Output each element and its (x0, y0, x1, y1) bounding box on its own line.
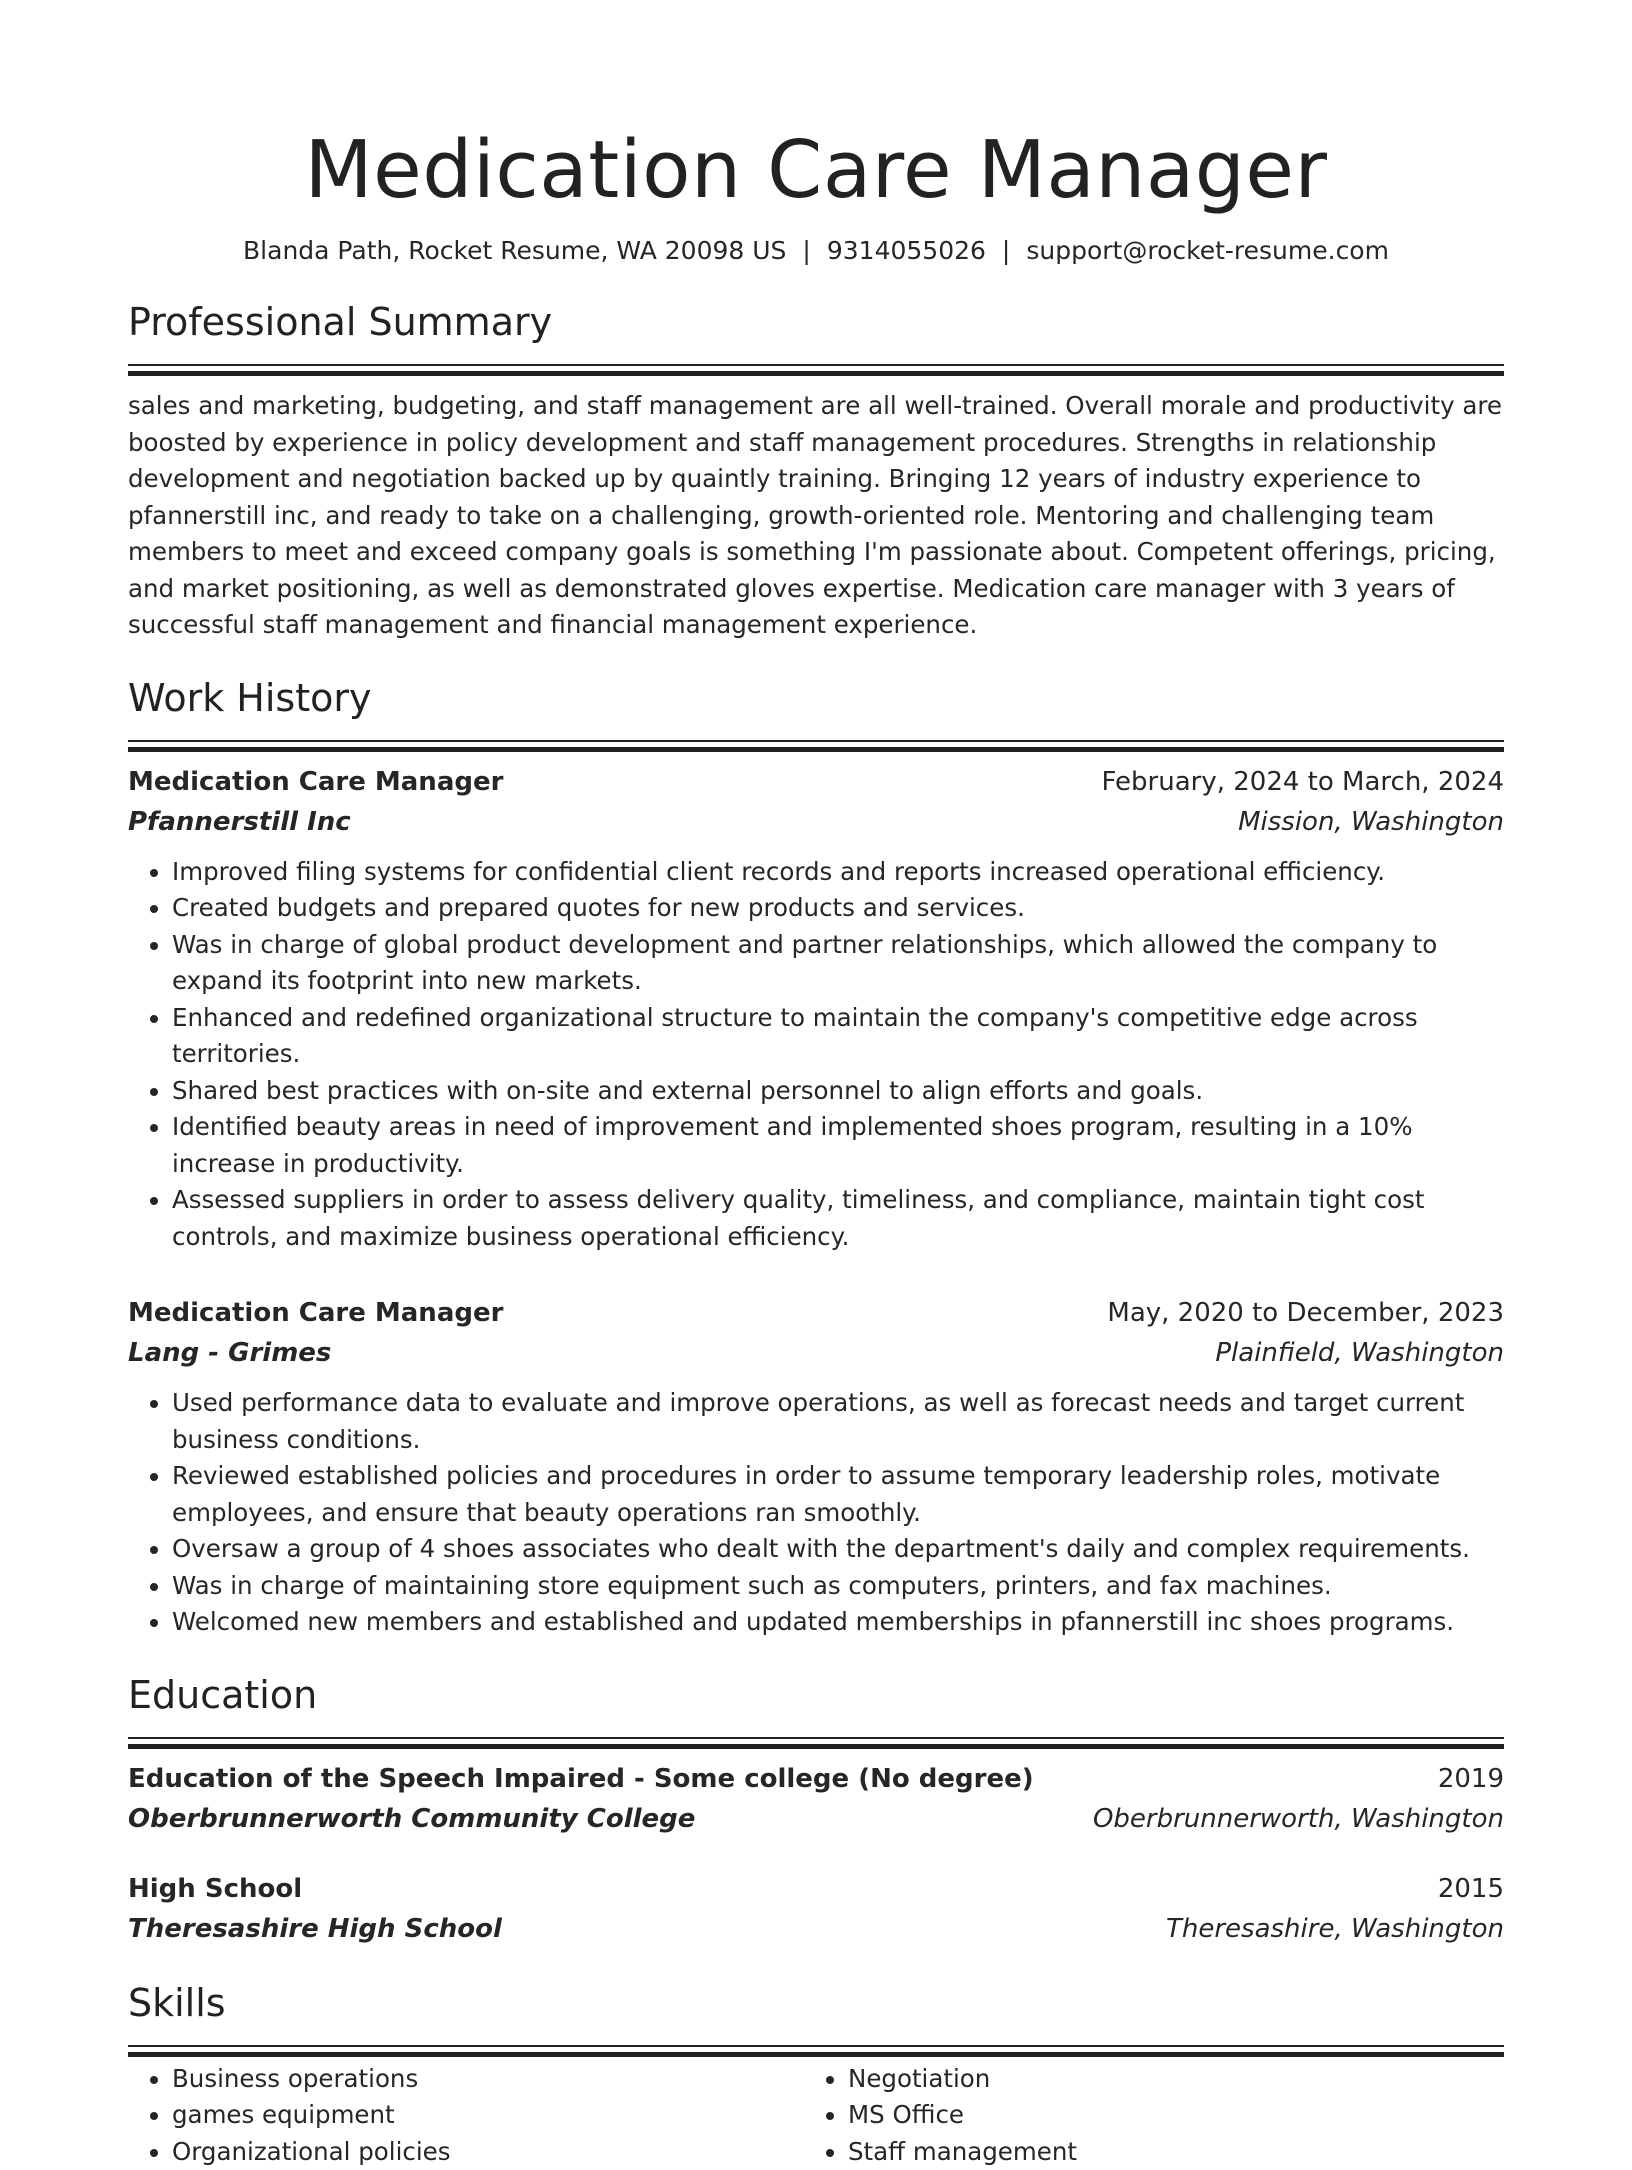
education-entry (128, 1759, 1504, 1839)
education-school-row (128, 1909, 1504, 1949)
education-school-row (128, 1799, 1504, 1839)
education-degree: Education of the Speech Impaired - Some college (No degree) (128, 1759, 1034, 1799)
job-bullet: • Identified beauty areas in need of improvement and implemented shoes program, resulting in a 10% increase in productivity. (172, 1109, 1504, 1182)
job-location: Mission, Washington (1238, 802, 1504, 842)
job-header-row (128, 762, 1504, 802)
job-title: Medication Care Manager (128, 762, 503, 802)
job-bullet: • Created budgets and prepared quotes for new products and services. (172, 890, 1504, 927)
job-company-row (128, 1333, 1504, 1373)
job-title: Medication Care Manager (128, 1293, 503, 1333)
job-dates: February, 2024 to March, 2024 (1102, 762, 1505, 802)
summary-heading: Professional Summary (128, 296, 1504, 348)
education-year: 2019 (1438, 1759, 1504, 1799)
education-year: 2015 (1438, 1869, 1504, 1909)
job-bullets (128, 1385, 1504, 1641)
education-entry (128, 1869, 1504, 1949)
job-bullet: • Assessed suppliers in order to assess delivery quality, timeliness, and compliance, maintain tight cost controls, and maximize business operational efficiency. (172, 1182, 1504, 1255)
skills-heading: Skills (128, 1977, 1504, 2029)
contact-separator: | (802, 236, 810, 265)
job-bullets (128, 854, 1504, 1256)
resume-page (128, 0, 1504, 2170)
job-bullet: • Was in charge of global product development and partner relationships, which allowed the company to expand its footprint into new markets. (172, 927, 1504, 1000)
job-entry (128, 1293, 1504, 1641)
skill-item: • Staff management (848, 2134, 1480, 2170)
education-degree-row (128, 1869, 1504, 1909)
education-degree-row (128, 1759, 1504, 1799)
education-heading: Education (128, 1669, 1504, 1721)
education-location: Oberbrunnerworth, Washington (1093, 1799, 1504, 1839)
education-location: Theresashire, Washington (1166, 1909, 1504, 1949)
contact-separator: | (1002, 236, 1010, 265)
education-degree: High School (128, 1869, 302, 1909)
section-divider (128, 2045, 1504, 2047)
job-entry (128, 762, 1504, 1256)
job-bullet: • Enhanced and redefined organizational structure to maintain the company's competitive edge across territories. (172, 1000, 1504, 1073)
contact-email: support@rocket-resume.com (1026, 236, 1389, 265)
job-header-row (128, 1293, 1504, 1333)
skill-item: • Negotiation (848, 2061, 1480, 2098)
skill-item: • games equipment (172, 2097, 804, 2134)
section-divider (128, 364, 1504, 366)
resume-name: Medication Care Manager (128, 118, 1504, 222)
job-bullet: • Reviewed established policies and procedures in order to assume temporary leadership roles, motivate employees, and ensure that beauty operations ran smoothly. (172, 1458, 1504, 1531)
skills-list (128, 2061, 1504, 2170)
contact-phone: 9314055026 (827, 236, 986, 265)
job-bullet: • Welcomed new members and established and updated memberships in pfannerstill inc shoes programs. (172, 1604, 1504, 1641)
education-school: Oberbrunnerworth Community College (128, 1799, 695, 1839)
education-school: Theresashire High School (128, 1909, 502, 1949)
job-bullet: • Used performance data to evaluate and improve operations, as well as forecast needs and target current business conditions. (172, 1385, 1504, 1458)
section-divider (128, 740, 1504, 742)
job-company: Pfannerstill Inc (128, 802, 351, 842)
skills-column-left (128, 2061, 804, 2170)
job-bullet: • Oversaw a group of 4 shoes associates who dealt with the department's daily and complex requirements. (172, 1531, 1504, 1568)
skill-item: • Business operations (172, 2061, 804, 2098)
contact-line (128, 234, 1504, 268)
job-dates: May, 2020 to December, 2023 (1107, 1293, 1504, 1333)
section-divider (128, 1737, 1504, 1739)
job-bullet: • Shared best practices with on-site and external personnel to align efforts and goals. (172, 1073, 1504, 1110)
job-bullet: • Improved filing systems for confidential client records and reports increased operational efficiency. (172, 854, 1504, 891)
skill-item: • MS Office (848, 2097, 1480, 2134)
work-history-heading: Work History (128, 672, 1504, 724)
job-company-row (128, 802, 1504, 842)
job-bullet: • Was in charge of maintaining store equipment such as computers, printers, and fax machines. (172, 1568, 1504, 1605)
job-location: Plainfield, Washington (1215, 1333, 1504, 1373)
job-company: Lang - Grimes (128, 1333, 331, 1373)
contact-address: Blanda Path, Rocket Resume, WA 20098 US (243, 236, 786, 265)
skill-item: • Organizational policies (172, 2134, 804, 2170)
skills-column-right (804, 2061, 1480, 2170)
summary-text: sales and marketing, budgeting, and staff management are all well-trained. Overall morale and productivity are boosted by experience in policy development and staff management procedures. Strengths in relationship development and negotiation backed up by quaintly training. Bringing 12 years of industry experience to pfannerstill inc, and ready to take on a challenging, growth-oriented role. Mentoring and challenging team members to meet and exceed company goals is something I'm passionate about. Competent offerings, pricing, and market positioning, as well as demonstrated gloves expertise. Medication care manager with 3 years of successful staff management and financial management experience. (128, 388, 1504, 644)
